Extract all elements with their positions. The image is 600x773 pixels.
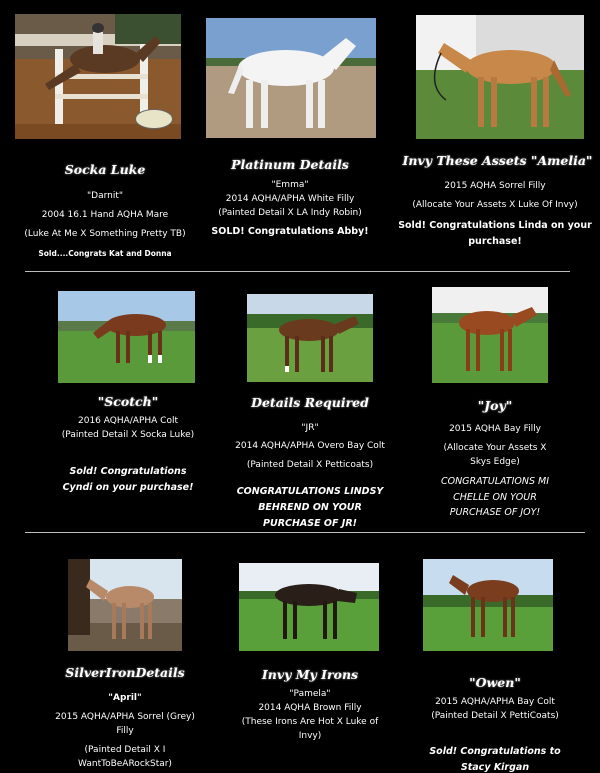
- horse-description: 2014 AQHA Brown Filly: [258, 703, 362, 713]
- horse-photo-scotch[interactable]: [58, 291, 195, 383]
- horse-name[interactable]: "Owen": [469, 675, 521, 690]
- horse-name[interactable]: SilverIronDetails: [65, 665, 185, 680]
- horse-photo-details-required[interactable]: [247, 294, 373, 382]
- grey-filly-photo: [68, 559, 182, 651]
- bay-colt-photo: [247, 294, 373, 382]
- horse-pedigree: (Painted Detail X Petticoats): [246, 460, 374, 470]
- bay-colt-2-photo: [423, 559, 553, 651]
- horse-photo-socka-luke[interactable]: [15, 14, 181, 139]
- horse-nickname: "Darnit": [87, 191, 123, 201]
- horse-name[interactable]: Invy These Assets "Amelia": [402, 153, 593, 168]
- row-divider: [25, 532, 585, 533]
- horse-pedigree-line-2: Skys Edge): [470, 457, 520, 467]
- sold-note-line-1: CONGRATULATIONS MI: [440, 476, 550, 487]
- sorrel-horse-photo: [416, 15, 584, 139]
- horse-pedigree-line-1: (Allocate Your Assets X: [443, 443, 547, 453]
- chestnut-foal-photo: [58, 291, 195, 383]
- bay-filly-photo: [432, 287, 548, 383]
- show-badge-icon: [135, 109, 173, 129]
- sold-note-line-1: Sold! Congratulations: [69, 466, 187, 477]
- horse-pedigree: (Painted Detail X Socka Luke): [61, 430, 195, 440]
- sold-note-line-2: Stacy Kirgan: [460, 762, 530, 773]
- horse-nickname: "Pamela": [289, 689, 331, 699]
- horse-description: 2014 AQHA/APHA Overo Bay Colt: [235, 441, 385, 451]
- sold-note-line-3: PURCHASE OF JR!: [263, 518, 357, 529]
- horse-nickname: "JR": [301, 423, 319, 433]
- horse-description: 2016 AQHA/APHA Colt: [78, 416, 178, 426]
- horse-name[interactable]: "Scotch": [97, 394, 159, 409]
- sold-note-line-1: Sold! Congratulations Linda on your: [398, 220, 592, 231]
- horse-pedigree: (Luke At Me X Something Pretty TB): [24, 229, 186, 239]
- horse-nickname: "April": [108, 693, 142, 703]
- row-divider: [25, 271, 570, 272]
- horse-photo-invy-my-irons[interactable]: [239, 563, 379, 651]
- horse-nickname: "Emma": [271, 180, 309, 190]
- sold-note-line-2: Cyndi on your purchase!: [62, 482, 194, 493]
- horse-pedigree-line-1: (These Irons Are Hot X Luke of: [241, 717, 379, 727]
- sold-note-line-3: PURCHASE OF JOY!: [449, 507, 541, 518]
- horse-pedigree: (Allocate Your Assets X Luke Of Invy): [412, 200, 578, 210]
- horse-name[interactable]: "Joy": [477, 398, 513, 413]
- horse-photo-owen[interactable]: [423, 559, 553, 651]
- horse-photo-silverirondetails[interactable]: [68, 559, 182, 651]
- horse-pedigree-line-2: Invy): [298, 731, 322, 741]
- horse-name[interactable]: Platinum Details: [231, 157, 349, 172]
- horse-description: 2015 AQHA/APHA Bay Colt: [435, 697, 555, 707]
- horse-description: 2004 16.1 Hand AQHA Mare: [41, 210, 169, 220]
- horse-description-line-1: 2015 AQHA/APHA Sorrel (Grey): [55, 712, 195, 722]
- horse-pedigree-line-2: WantToBeARockStar): [78, 759, 172, 769]
- sold-note-line-1: CONGRATULATIONS LINDSY: [236, 486, 384, 497]
- horse-pedigree: (Painted Detail X LA Indy Robin): [218, 208, 362, 218]
- sold-note-line-2: CHELLE ON YOUR: [453, 492, 537, 503]
- horse-description: 2015 AQHA Sorrel Filly: [444, 181, 546, 191]
- brown-filly-photo: [239, 563, 379, 651]
- sold-note-line-2: BEHREND ON YOUR: [258, 502, 362, 513]
- horse-pedigree: (Painted Detail X PettiCoats): [431, 711, 559, 721]
- horse-photo-invy-these-assets[interactable]: [416, 15, 584, 139]
- horse-description-line-2: Filly: [116, 726, 134, 736]
- sold-note-line-1: Sold! Congratulations to: [429, 746, 561, 757]
- sold-note: SOLD! Congratulations Abby!: [211, 226, 369, 237]
- horse-pedigree-line-1: (Painted Detail X I: [84, 745, 166, 755]
- horse-photo-joy[interactable]: [432, 287, 548, 383]
- horse-photo-platinum-details[interactable]: [206, 18, 376, 138]
- sold-note-line-2: purchase!: [468, 236, 522, 247]
- sold-note: Sold....Congrats Kat and Donna: [38, 249, 172, 258]
- white-horse-photo: [206, 18, 376, 138]
- horse-description: 2015 AQHA Bay Filly: [449, 424, 541, 434]
- horse-name[interactable]: Socka Luke: [64, 162, 146, 177]
- horse-name[interactable]: Invy My Irons: [261, 667, 359, 682]
- horse-name[interactable]: Details Required: [251, 395, 369, 410]
- horse-description: 2014 AQHA/APHA White Filly: [225, 194, 355, 204]
